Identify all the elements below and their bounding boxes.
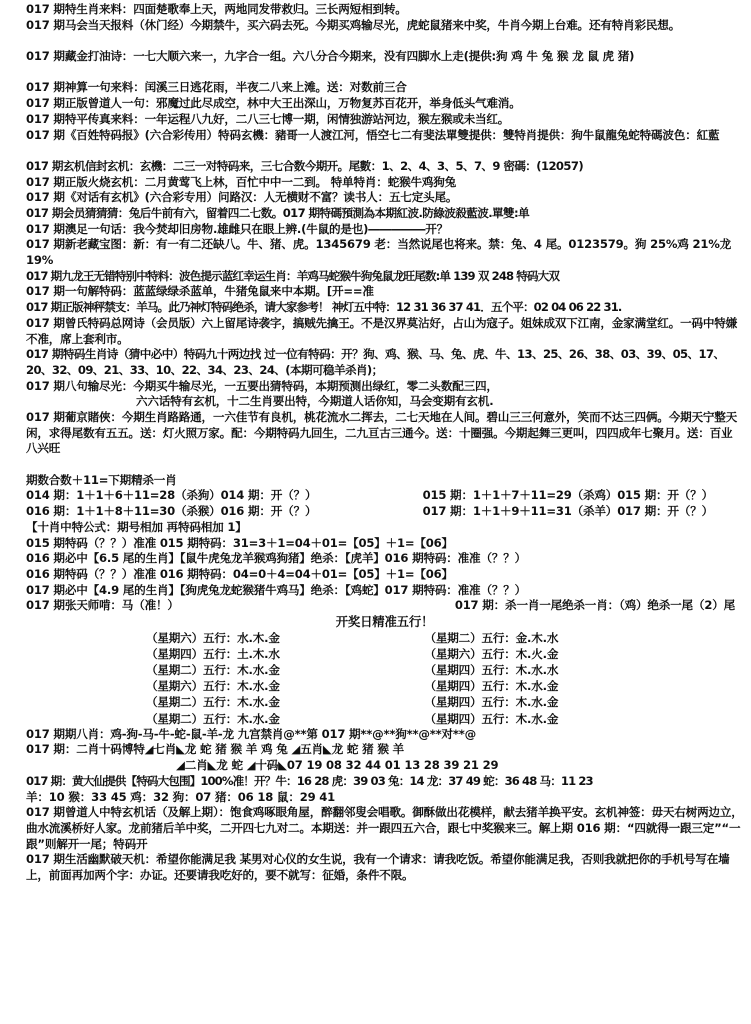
text-line: 017 期：二肖十码博特◢七肖◣龙 蛇 猪 猴 羊 鸡 兔 ◢五肖◣龙 蛇 猪 猴 羊 <box>26 742 404 757</box>
five-elements-title: 开奖日精准五行！ <box>335 613 434 629</box>
five-elements-item: （星期四）五行：木.水.金 <box>424 711 559 726</box>
kill-left: 016 期：1＋1＋8＋11=30（杀猴）016 期：开（？） <box>26 504 317 519</box>
five-elements-item: （星期四）五行：木.水.水 <box>424 663 559 678</box>
text-line: 017 期一句解特码：蓝蓝绿绿杀蓝单，牛猪兔鼠来中本期。[开==准 <box>26 284 374 299</box>
text-line: 017 期：黄大仙提供【特码大包围】100%准！开？牛：16 28 虎：39 03 兔：14 龙：37 49 蛇：36 48 马：11 23 <box>26 773 593 788</box>
text-line: 017 期期八肖：鸡-狗-马-牛-蛇-鼠-羊-龙 九宫禁肖@**第 017 期**@**狗**@**对**@ <box>26 726 477 741</box>
text-line: 017 期玄机信封玄机：玄機：二三一对特码来，三七合数今期开。尾數：1、2、4、3、5、7、9 密碼：(12057) <box>26 158 584 173</box>
text-line: 017 期正版神秤禁支：羊马。此乃神灯特码绝杀，请大家参考！ 神灯五中特：12 31 36 37 41．五个平：02 04 06 22 31. <box>26 300 622 315</box>
five-elements-item: （星期四）五行：木.水.金 <box>424 695 559 710</box>
kill-right: 015 期：1＋1＋7＋11=29（杀鸡）015 期：开（？） <box>422 488 713 503</box>
text-line: 017 期神算一句来料：闰溪三日逃花雨，半夜二八来上滩。送：对数前三合 <box>26 80 407 95</box>
text-line: 017 期正版火烧玄机：二月黄莺飞上林，百忙中中一二到。 特单特肖：蛇猴牛鸡狗兔 <box>26 174 457 189</box>
kill-right: 017 期：1＋1＋9＋11=31（杀羊）017 期：开（？） <box>422 504 713 519</box>
five-elements-grid <box>26 630 743 727</box>
kill-row <box>26 488 743 504</box>
tianshi-left: 017 期张天师啃：马（准！） <box>26 598 179 613</box>
text-line: 017 期特码生肖诗（猜中必中）特码九十两边找 过一位有特码：开？狗、鸡、猴、马、兔、虎、牛、13、25、26、38、03、39、05、17、20、32、09、21、33、10、22、34、23、24、(本期可稳羊杀肖)； <box>26 347 725 377</box>
text-line: 017 期曾氏特码总网诗（会员版）六上留尾诗袭字，搞贼先擒王。不是汉界莫沾好，占山为寇子。姐妹成双下江南，金家满堂红。一码中特嫌不准，席上套利市。 <box>26 315 738 346</box>
text-line: 017 期《对话有玄机》(六合彩专用）问路汉：人无横财不富？读书人：五七定头尾。 <box>26 190 458 205</box>
tianshi-row <box>26 598 743 614</box>
text-line: 017 期特平传真来料：一年运程八九好，二八三七博一期，闲情独游站河边，猴左猴或未当红。 <box>26 111 510 126</box>
tianshi-right: 017 期：杀一肖一尾绝杀一肖：（鸡）绝杀一尾（2）尾 <box>454 598 735 613</box>
text-line: 017 期葡京賭俠：今期生肖路路通，一六佳节有良机，桃花流水二挥去，二七天地在人间。碧山三三何意外，笑而不达三四俩。今期天宁整天闲，求得尾数有五五。送：灯火照万家。配：今期特码九回生，二九亘古三通今。送：十圈强。今期起舞三更叫，四四成年七聚月。送：百业八兴旺 <box>26 409 738 456</box>
five-elements-item: （星期四）五行：木.水.金 <box>424 679 559 694</box>
text-line: 017 期《百姓特码报》(六合彩传用）特码玄機：豬哥一人渡江河，悟空七二有斐法單雙提供：雙特肖提供：狗牛鼠龍兔蛇特碼波色：紅藍 <box>26 127 720 142</box>
five-elements-item: （星期六）五行：木.水.金 <box>146 679 280 694</box>
text-line: 017 期澳足一句话：我今焚却旧房物.雄雌只在眼上辨.(牛鼠的是也)―――――开？ <box>26 221 449 236</box>
five-elements-item: （星期二）五行：木.水.金 <box>146 711 280 726</box>
text-line: 017 期马会当天报料（休门经）今期禁牛，买六码去死。今期买鸡输尽光，虎蛇鼠猪来中奖，牛肖今期上台难。还有特肖彩民想。 <box>26 17 681 32</box>
text-line: 017 期新老藏宝图：新：有一有二还缺八。牛、猪、虎。1345679 老：当然说尾也将来。禁：兔、4 尾。0123579。狗 25%鸡 21%龙 19% <box>26 237 732 268</box>
text-line: 017 期生活幽默破天机：希望你能满足我 某男对心仪的女生说，我有一个请求：请我吃饭。希望你能满足我，否则我就把你的手机号写在墙上，前面再加两个字：办证。还要请我吃好的，要不就写：征婚，条件不限。 <box>26 852 730 882</box>
five-elements-item: （星期二）五行：木.水.金 <box>146 695 280 710</box>
text-line: 016 期特码（？？）准准 016 期特码：04=0＋4=04＋01=【05】＋1=【06】 <box>26 566 453 581</box>
five-elements-item: （星期二）五行：木.水.金 <box>146 663 280 678</box>
text-line: 017 期必中【4.9 尾的生肖】【狗虎兔龙蛇猴猪牛鸡马】绝杀：【鸡蛇】017 期特码：准准（？？） <box>26 582 527 597</box>
text-line: 017 期曾道人中特玄机话（及解上期）：饱食鸡啄眼角屋，醉翻邻叟会唱歌。御酥做出花模样，献去猪羊换平安。玄机神签：毋天右树两边立，曲水流溪桥好人家。龙前猪后羊中奖，二开四七九对二。本期送：并一跟四五六合，跟七中奖猴来三。解上期 016 期：“四就得一跟三定”“一跟”则解开一尾；特码开 <box>26 805 743 851</box>
text-line: 015 期特码（？？）准准 015 期特码：31=3＋1=04＋01=【05】＋1=【06】 <box>26 535 453 550</box>
text-line: 六六话特有玄机，十二生肖要出特，今期道人话你知，马会变期有玄机. <box>136 394 494 409</box>
text-line: 017 期正版曾道人一句：邪魔过此尽成空，林中大王出深山，万物复苏百花开，举身低头气难消。 <box>26 96 521 111</box>
text-line: 017 期特生肖来料：四面楚歌奉上天，两地同发带救归。三长两短相到转。 <box>26 2 407 16</box>
five-elements-item: （星期六）五行：水.木.金 <box>146 630 280 645</box>
kill-left: 014 期：1＋1＋6＋11=28（杀狗）014 期：开（？） <box>26 488 317 503</box>
text-line: 期数合数＋11=下期精杀一肖 <box>26 472 177 487</box>
five-elements-item: （星期四）五行：土.木.水 <box>146 646 280 661</box>
text-line: 羊：10 猴：33 45 鸡：32 狗：07 猪：06 18 鼠：29 41 <box>26 789 336 804</box>
text-line: ◢二肖◣龙 蛇 ◢十码◣07 19 08 32 44 01 13 28 39 21 29 <box>176 758 499 773</box>
five-elements-item: （星期六）五行：木.火.金 <box>424 646 559 661</box>
text-line: 017 期会员猜猜猜：兔后牛前有六，留着四二七数。017 期特碼預測為本期紅波.防綠波殺藍波.單雙:单 <box>26 205 530 220</box>
text-line: 017 期八句输尽光：今期买牛输尽光，一五要出猜特码，本期预测出绿红，零二头数配三四， <box>26 378 498 393</box>
five-elements-item: （星期二）五行：金.木.水 <box>424 630 559 645</box>
text-line: 【十肖中特公式：期号相加 再特码相加 1】 <box>26 519 247 534</box>
text-line: 016 期必中【6.5 尾的生肖】【鼠牛虎兔龙羊猴鸡狗猪】绝杀：【虎羊】016 期特码：准准（？？） <box>26 551 527 566</box>
kill-row <box>26 504 743 520</box>
text-line: 017 期藏金打油诗：一七大顺六来一，九字合一组。六八分合今期来，没有四脚水上走(提供:狗 鸡 牛 兔 猴 龙 鼠 虎 猪) <box>26 49 635 64</box>
text-line: 017 期九龙王无错特别中特料：波色提示蓝红幸运生肖：羊鸡马蛇猴牛狗兔鼠龙旺尾数:单 139 双 248 特码大双 <box>26 268 560 283</box>
